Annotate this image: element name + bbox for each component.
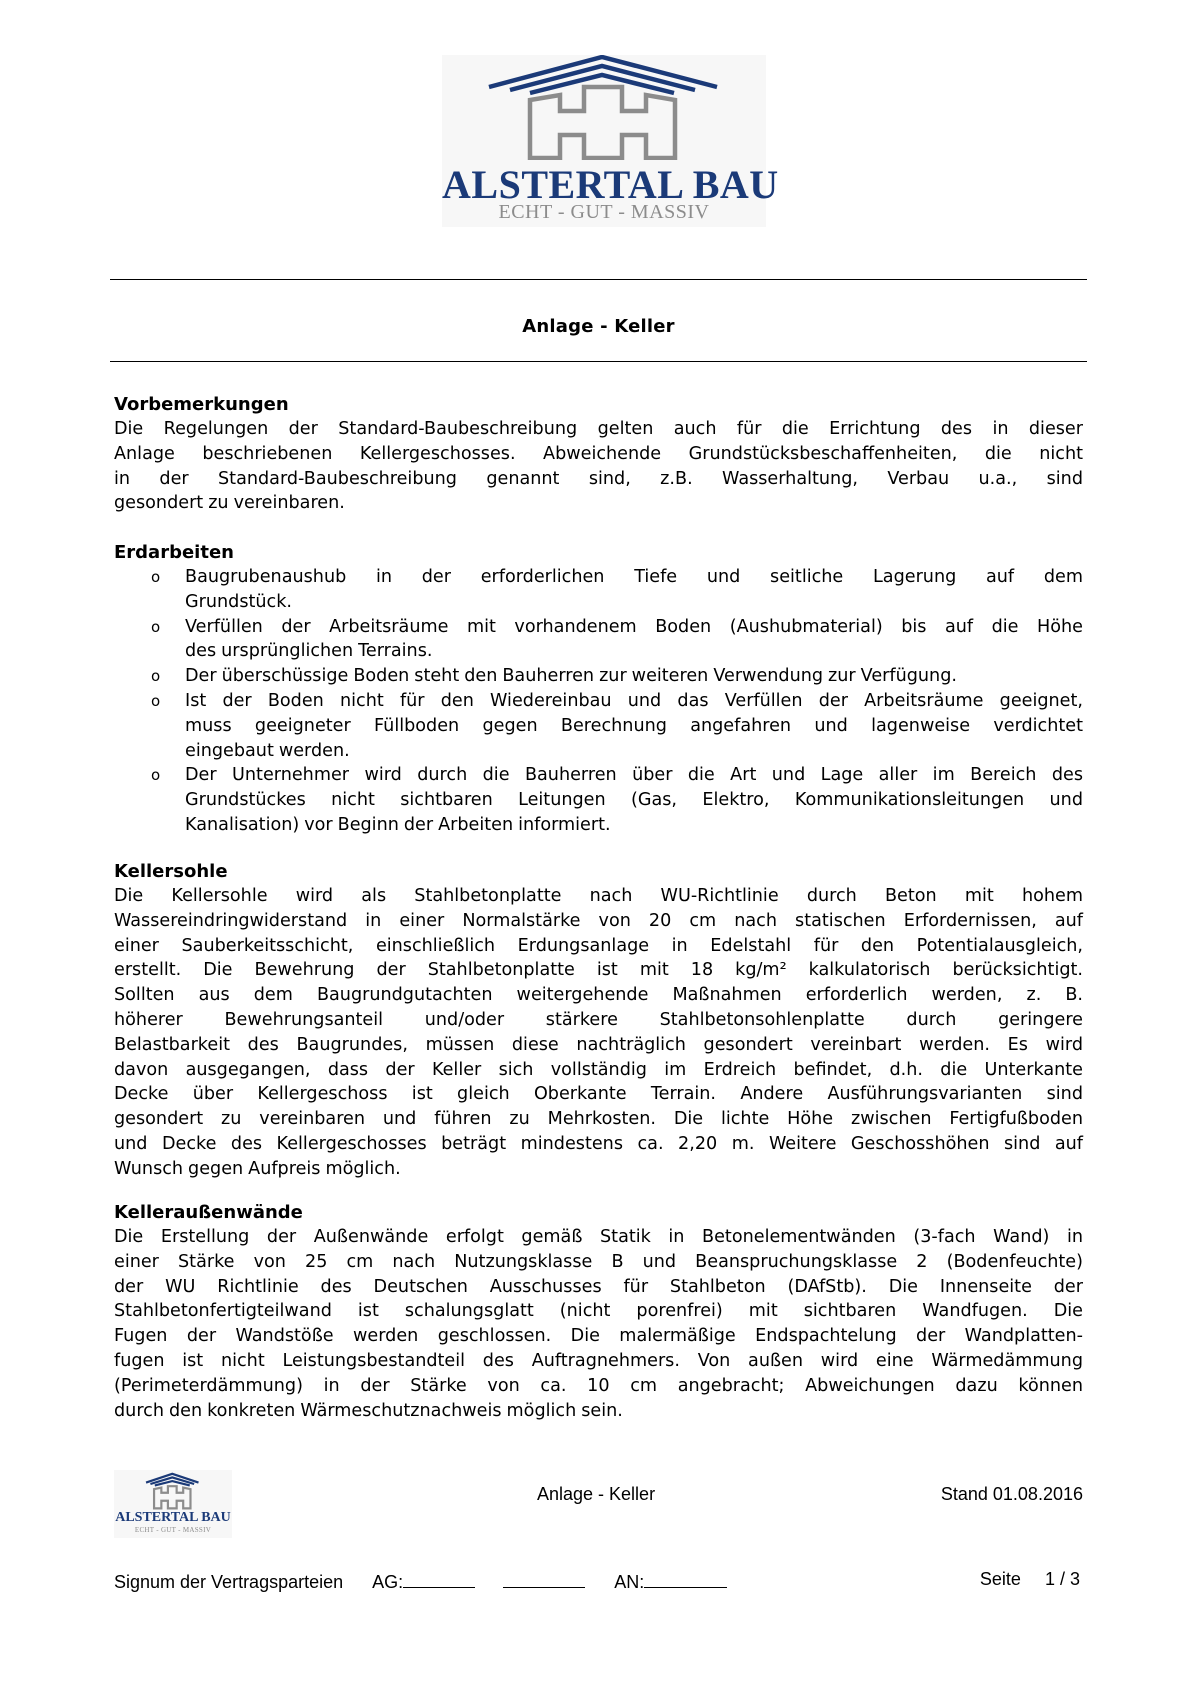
ag-signature-field-2[interactable] (503, 1569, 585, 1588)
paragraph-line: Wunsch gegen Aufpreis möglich. (114, 1158, 401, 1179)
paragraph-line: (Perimeterdämmung) in der Stärke von ca. 10 cm angebracht; Abweichungen dazu können (114, 1375, 1083, 1396)
list-item-line: Kanalisation) vor Beginn der Arbeiten informiert. (185, 814, 611, 835)
header-rule-bottom (110, 361, 1087, 362)
paragraph-line: Die Regelungen der Standard-Baubeschreibung gelten auch für die Errichtung des in dieser (114, 419, 1083, 439)
bullet-circle-icon: o (151, 667, 161, 686)
list-item-line: eingebaut werden. (185, 740, 350, 761)
list-item-line: Ist der Boden nicht für den Wiedereinbau und das Verfüllen der Arbeitsräume geeignet, (185, 690, 1083, 711)
company-logo (442, 55, 779, 227)
paragraph-line: Fugen der Wandstöße werden geschlossen. Die malermäßige Endspachtelung der Wandplatten- (114, 1326, 1083, 1347)
page-label: Seite (979, 1569, 1021, 1589)
ag-label: AG: (372, 1572, 404, 1592)
bullet-circle-icon: o (151, 766, 161, 785)
list-item (114, 615, 1083, 665)
paragraph-line: Sollten aus dem Baugrundgutachten weitergehende Maßnahmen erforderlich werden, z. B. (114, 985, 1083, 1006)
ag-signature-field-1[interactable] (403, 1569, 475, 1588)
list-item (114, 763, 1083, 837)
an-label: AN: (614, 1572, 645, 1592)
page-number: 1 / 3 (1044, 1569, 1080, 1589)
paragraph-line: durch den konkreten Wärmeschutznachweis möglich sein. (114, 1400, 623, 1421)
list-item-line: des ursprünglichen Terrains. (185, 641, 433, 662)
header-rule-top (110, 279, 1087, 280)
section-heading: Kellersohle (114, 861, 228, 882)
logo-brand-name: ALSTERTAL BAU (442, 162, 779, 207)
section-kelleraussenwaende (114, 1200, 1083, 1423)
section-heading: Erdarbeiten (114, 542, 234, 563)
signature-row (114, 1569, 727, 1593)
paragraph-line: Die Erstellung der Außenwände erfolgt gemäß Statik in Betonelementwänden (3-fach Wand) in (114, 1227, 1083, 1247)
list-item-line: Der Unternehmer wird durch die Bauherren über die Art und Lage aller im Bereich des (185, 765, 1083, 786)
paragraph-line: und Decke des Kellergeschosses beträgt mindestens ca. 2,20 m. Weitere Geschosshöhen sind auf (114, 1133, 1083, 1154)
paragraph-line: Stahlbetonfertigteilwand ist schalungsglatt (nicht porenfrei) mit sichtbaren Wandfugen. Die (114, 1301, 1083, 1322)
list-item-line: Verfüllen der Arbeitsräume mit vorhandenem Boden (Aushubmaterial) bis auf die Höhe (185, 616, 1083, 637)
paragraph-line: einer Stärke von 25 cm nach Nutzungsklasse B und Beanspruchungsklasse 2 (Bodenfeuchte) (114, 1251, 1083, 1272)
paragraph-line: Belastbarkeit des Baugrundes, müssen diese nachträglich gesondert vereinbart werden. Es wird (114, 1034, 1083, 1055)
paragraph-line: erstellt. Die Bewehrung der Stahlbetonplatte ist mit 18 kg/m² kalkulatorisch berücksichtigt. (114, 960, 1083, 981)
list-item-line: Grundstück. (185, 591, 293, 612)
document-title: Anlage - Keller (522, 316, 675, 337)
house-roof-logo-icon (114, 1470, 232, 1510)
signature-label: Signum der Vertragsparteien (114, 1572, 344, 1592)
paragraph-line: davon ausgegangen, dass der Keller sich vollständig im Erdreich befindet, d.h. die Unterkante (114, 1059, 1083, 1080)
footer-logo (114, 1470, 232, 1538)
section-kellersohle (114, 859, 1083, 1182)
list-item (114, 565, 1083, 615)
list-item (114, 689, 1083, 763)
bullet-circle-icon: o (151, 691, 161, 710)
footer-date: Stand 01.08.2016 (940, 1484, 1083, 1504)
section-erdarbeiten (114, 540, 1083, 838)
footer-logo-tagline: ECHT - GUT - MASSIV (134, 1526, 212, 1534)
paragraph-line: Wassereindringwiderstand in einer Normalstärke von 20 cm nach statischen Erfordernissen, auf (114, 910, 1083, 931)
list-item-line: Baugrubenaushub in der erforderlichen Tiefe und seitliche Lagerung auf dem (185, 567, 1083, 587)
an-signature-field[interactable] (644, 1569, 727, 1588)
page-indicator (980, 1569, 1080, 1590)
paragraph-line: einer Sauberkeitsschicht, einschließlich Erdungsanlage in Edelstahl für den Potentialausgleich, (114, 935, 1083, 956)
paragraph-line: gesondert zu vereinbaren und führen zu Mehrkosten. Die lichte Höhe zwischen Fertigfußboden (114, 1109, 1083, 1130)
section-vorbemerkungen (114, 392, 1083, 516)
bullet-circle-icon: o (151, 568, 161, 586)
paragraph-line: höherer Bewehrungsanteil und/oder stärkere Stahlbetonsohlenplatte durch geringere (114, 1009, 1083, 1030)
bullet-circle-icon: o (151, 617, 161, 636)
paragraph-line: gesondert zu vereinbaren. (114, 493, 345, 514)
house-roof-logo-icon (442, 55, 766, 160)
paragraph-line: fugen ist nicht Leistungsbestandteil des Auftragnehmers. Von außen wird eine Wärmedämmung (114, 1350, 1083, 1371)
paragraph-line: der WU Richtlinie des Deutschen Ausschusses für Stahlbeton (DAfStb). Die Innenseite der (114, 1276, 1083, 1297)
paragraph-line: in der Standard-Baubeschreibung genannt sind, z.B. Wasserhaltung, Verbau u.a., sind (114, 468, 1083, 489)
footer-document-name: Anlage - Keller (537, 1484, 656, 1504)
list-item-line: Der überschüssige Boden steht den Bauherren zur weiteren Verwendung zur Verfügung. (185, 666, 957, 687)
footer-logo-brand: ALSTERTAL BAU (115, 1510, 231, 1525)
paragraph-line: Die Kellersohle wird als Stahlbetonplatte nach WU-Richtlinie durch Beton mit hohem (114, 886, 1083, 906)
list-item-line: muss geeigneter Füllboden gegen Berechnung angefahren und lagenweise verdichtet (185, 715, 1083, 736)
section-heading: Vorbemerkungen (114, 394, 289, 415)
paragraph-line: Decke über Kellergeschoss ist gleich Oberkante Terrain. Andere Ausführungsvarianten sind (114, 1084, 1083, 1105)
section-heading: Kelleraußenwände (114, 1202, 303, 1223)
paragraph-line: Anlage beschriebenen Kellergeschosses. Abweichende Grundstücksbeschaffenheiten, die nicht (114, 443, 1083, 464)
list-item-line: Grundstückes nicht sichtbaren Leitungen (Gas, Elektro, Kommunikationsleitungen und (185, 790, 1083, 811)
logo-tagline: ECHT - GUT - MASSIV (498, 201, 710, 223)
list-item (114, 664, 1083, 689)
